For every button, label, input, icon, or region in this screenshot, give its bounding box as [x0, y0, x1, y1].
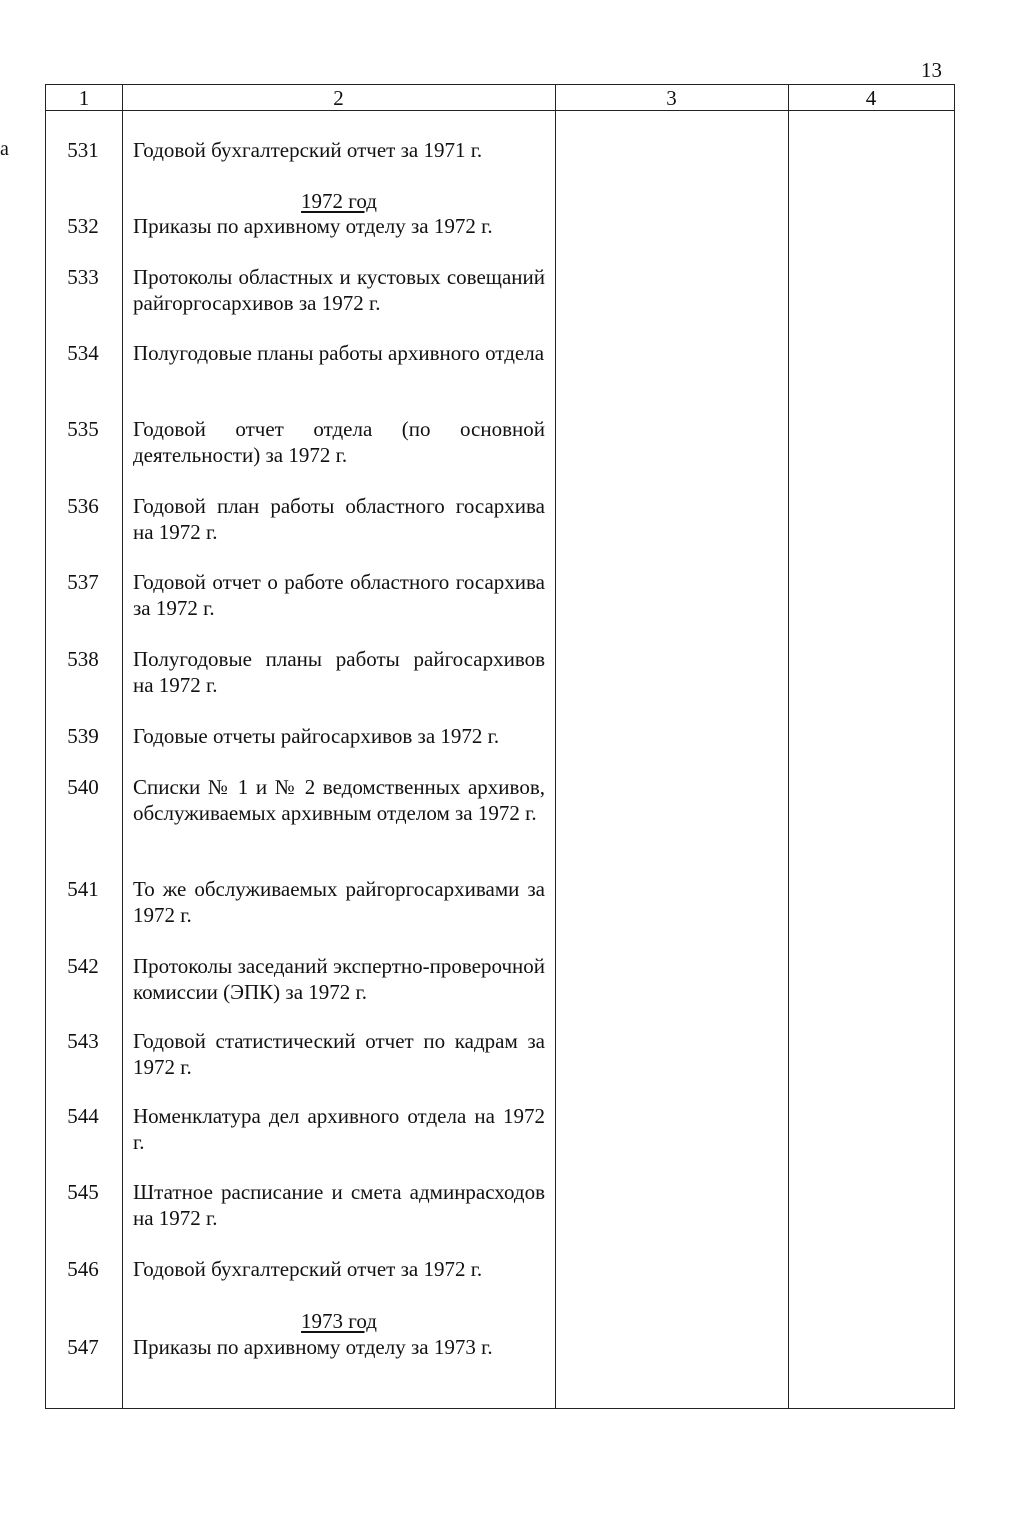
row-number: 531: [67, 138, 99, 162]
column-header: 3: [666, 86, 677, 110]
row-number: 539: [67, 724, 99, 748]
row-number: 536: [67, 494, 99, 518]
row-title: Приказы по архивному отделу за 1973 г.: [133, 1335, 493, 1359]
row-number: 538: [67, 647, 99, 671]
row-number: 534: [67, 341, 99, 365]
row-title: Годовой бухгалтерский отчет за 1971 г.: [133, 138, 483, 162]
row-number: 540: [67, 775, 99, 799]
row-number: 535: [67, 417, 99, 441]
row-number: 532: [67, 214, 99, 238]
row-title: Годовой план работы областного госархива на 1972 г.: [133, 494, 545, 544]
row-title: Годовой статистический отчет по кадрам за 1972 г.: [133, 1029, 545, 1079]
row-title: Штатное расписание и смета админрасходов на 1972 г.: [133, 1180, 545, 1230]
row-number: 545: [67, 1180, 99, 1204]
row-title: Годовые отчеты райгосархивов за 1972 г.: [133, 724, 500, 748]
column-header: 4: [865, 86, 877, 110]
row-number: 544: [67, 1104, 99, 1128]
row-number: 543: [67, 1029, 99, 1053]
year-heading: 1972 год: [301, 189, 377, 213]
margin-mark: a: [0, 138, 9, 160]
row-title: Приказы по архивному отделу за 1972 г.: [133, 214, 493, 238]
row-title: Годовой отчет отдела (по основной деятельности) за 1972 г.: [133, 417, 545, 467]
column-header: 1: [78, 86, 90, 110]
row-title: Годовой бухгалтерский отчет за 1972 г.: [133, 1257, 483, 1281]
row-title: Годовой отчет о работе областного госархива за 1972 г.: [133, 570, 545, 620]
column-divider: [555, 85, 556, 1408]
page-number: 13: [921, 58, 942, 82]
row-title: Протоколы заседаний экспертно-проверочной комиссии (ЭПК) за 1972 г.: [133, 954, 545, 1004]
row-title: Списки № 1 и № 2 ведомственных архивов, обслуживаемых архивным отделом за 1972 г.: [133, 775, 545, 825]
column-divider: [788, 85, 789, 1408]
row-number: 547: [67, 1335, 99, 1359]
row-number: 546: [67, 1257, 99, 1281]
row-number: 541: [67, 877, 99, 901]
column-divider: [122, 85, 123, 1408]
row-number: 537: [67, 570, 99, 594]
row-title: Полугодовые планы работы архивного отдела: [133, 341, 545, 365]
header-divider: [46, 110, 954, 111]
column-header: 2: [333, 86, 344, 110]
row-title: Протоколы областных и кустовых совещаний райгоргосархивов за 1972 г.: [133, 265, 545, 315]
row-number: 533: [67, 265, 99, 289]
row-number: 542: [67, 954, 99, 978]
row-title: Номенклатура дел архивного отдела на 1972 г.: [133, 1104, 545, 1154]
row-title: То же обслуживаемых райгоргосархивами за 1972 г.: [133, 877, 545, 927]
year-heading: 1973 год: [301, 1309, 377, 1333]
row-title: Полугодовые планы работы райгосархивов на 1972 г.: [133, 647, 545, 697]
